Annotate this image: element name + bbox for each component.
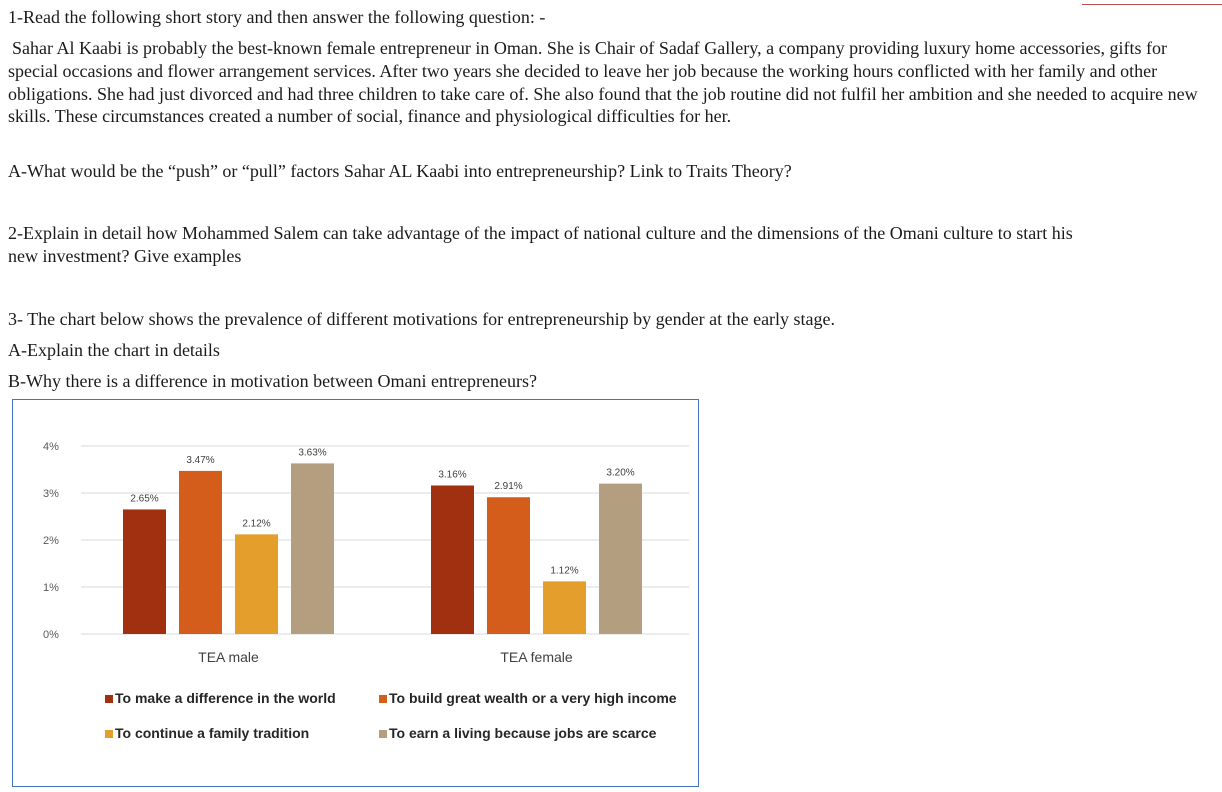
legend-label: To make a difference in the world <box>115 690 336 706</box>
bar <box>599 484 642 634</box>
question-1-part-a: A-What would be the “push” or “pull” factors Sahar AL Kaabi into entrepreneurship? Link to Traits Theory? <box>8 161 792 181</box>
legend-label: To earn a living because jobs are scarce <box>389 725 657 741</box>
data-label: 2.65% <box>130 493 159 505</box>
corner-rule <box>1082 4 1222 5</box>
bar <box>543 581 586 634</box>
data-label: 1.12% <box>550 565 579 577</box>
data-label: 3.47% <box>186 454 215 466</box>
bar <box>235 534 278 634</box>
data-label: 2.91% <box>494 481 523 493</box>
data-label: 3.20% <box>606 467 635 479</box>
question-3-part-a: A-Explain the chart in details <box>8 340 220 360</box>
question-3-heading: 3- The chart below shows the prevalence of different motivations for entrepreneurship by gender at the early stage. <box>8 309 836 329</box>
data-label: 2.12% <box>242 518 271 530</box>
bar <box>179 471 222 634</box>
bar <box>431 485 474 634</box>
legend-swatch <box>105 695 113 703</box>
legend-label: To build great wealth or a very high income <box>389 690 677 706</box>
question-3-part-b: B-Why there is a difference in motivation between Omani entrepreneurs? <box>8 371 537 391</box>
y-tick-label: 3% <box>43 488 59 500</box>
question-2-line-2: new investment? Give examples <box>8 246 242 266</box>
legend-swatch <box>105 730 113 738</box>
data-label: 3.16% <box>438 469 467 481</box>
y-tick-label: 4% <box>43 441 59 453</box>
y-tick-label: 2% <box>43 535 59 547</box>
bar <box>291 463 334 634</box>
chart-canvas <box>13 400 698 786</box>
y-tick-label: 1% <box>43 582 59 594</box>
legend-swatch <box>379 730 387 738</box>
bar <box>487 497 530 634</box>
y-tick-label: 0% <box>43 629 59 641</box>
question-1-heading: 1-Read the following short story and then answer the following question: - <box>8 7 546 27</box>
legend-swatch <box>379 695 387 703</box>
category-label: TEA male <box>198 649 259 665</box>
story-paragraph: Sahar Al Kaabi is probably the best-known female entrepreneur in Oman. She is Chair of Sadaf Gallery, a company providing luxury home accessories, gifts for special occasions and flower arrangement services. After two years she decided to leave her job because the working hours conflicted with her family and other obligations. She had just divorced and had three children to take care of. She also found that the job routine did not fulfil her ambition and she needed to acquire new skills. These circumstances created a number of social, finance and physiological difficulties for her. <box>8 38 1198 127</box>
question-2-line-1: 2-Explain in detail how Mohammed Salem can take advantage of the impact of national culture and the dimensions of the Omani culture to start his <box>8 223 1073 243</box>
category-label: TEA female <box>500 649 573 665</box>
legend-label: To continue a family tradition <box>115 725 310 741</box>
motivation-chart <box>12 399 699 787</box>
bar <box>123 509 166 634</box>
data-label: 3.63% <box>298 447 327 459</box>
